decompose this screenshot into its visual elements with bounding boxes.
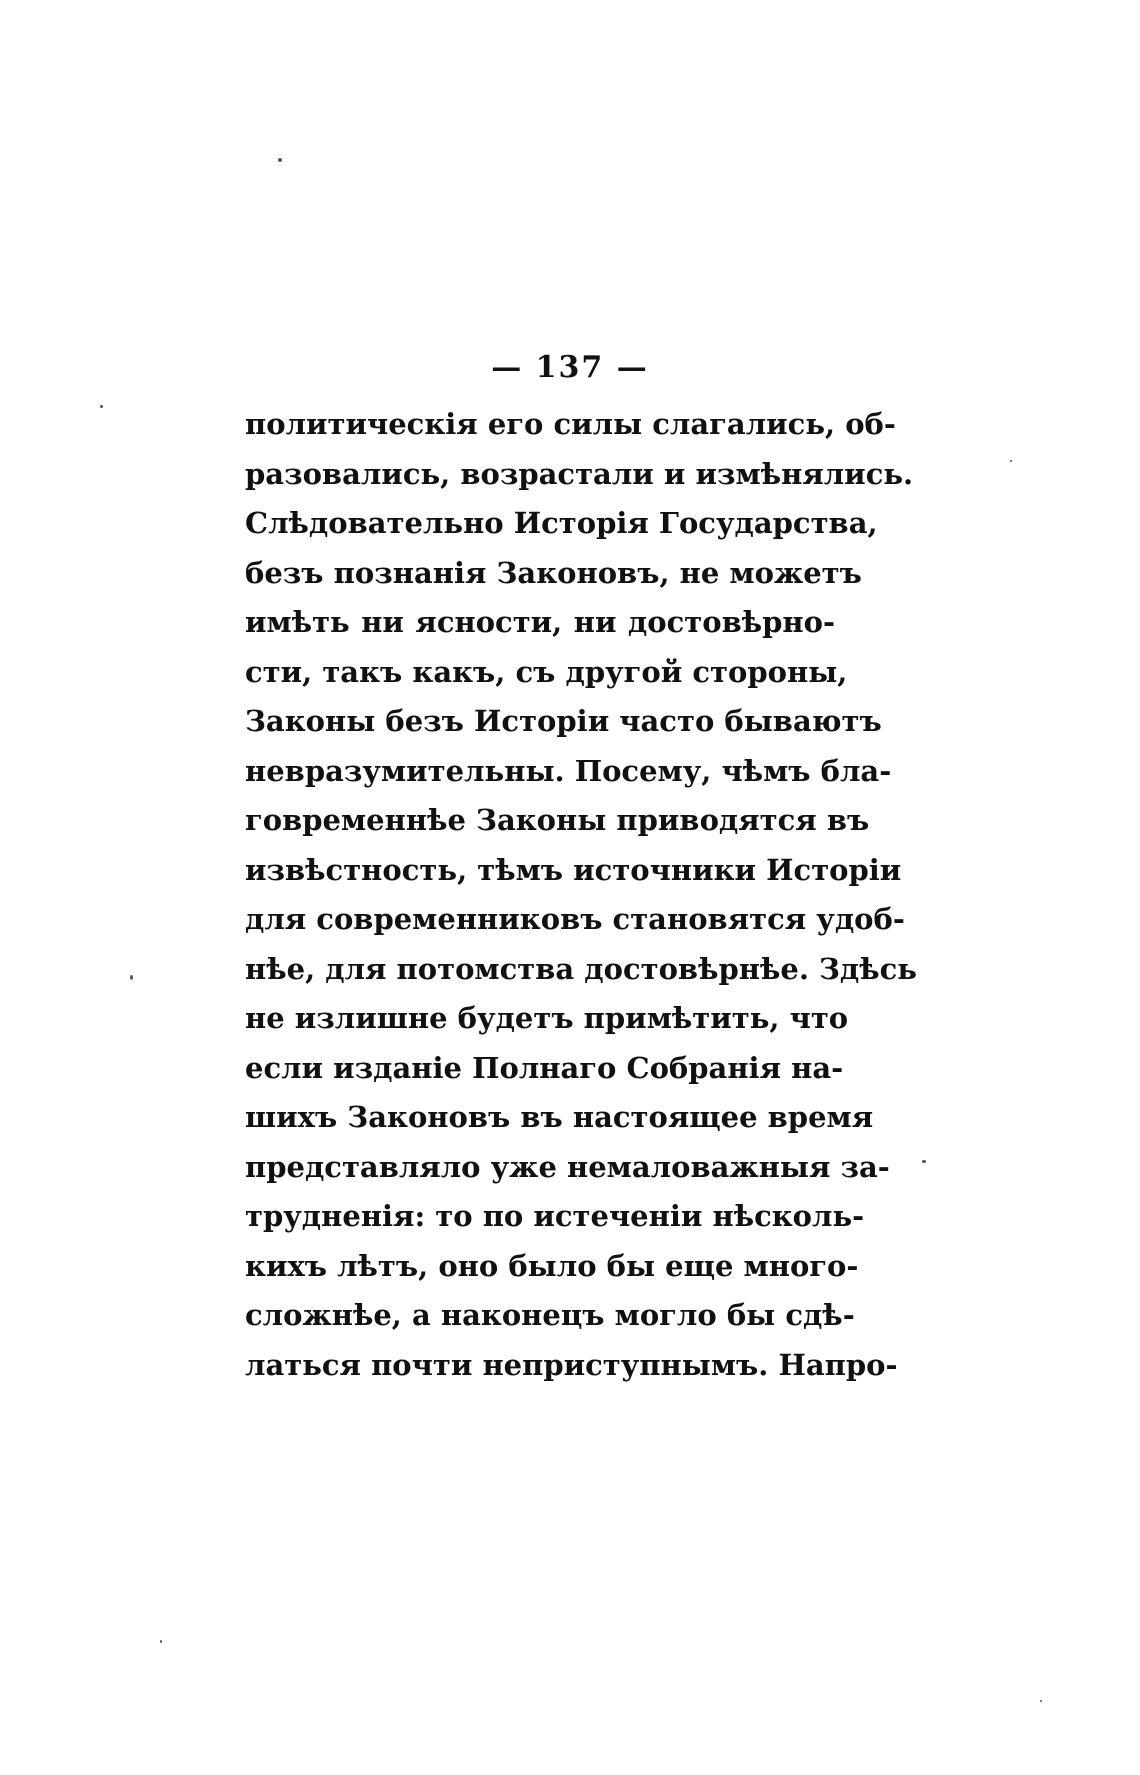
text-line: разовались, возрастали и измѣнялись. bbox=[245, 456, 914, 491]
text-line: представляло уже немаловажныя за- bbox=[245, 1149, 890, 1184]
text-line: Слѣдовательно Исторія Государства, bbox=[245, 506, 878, 540]
scan-speck bbox=[922, 1160, 926, 1163]
text-line: нѣе, для потомства достовѣрнѣе. Здѣсь bbox=[245, 951, 917, 986]
page-number: — 137 — bbox=[491, 350, 649, 385]
text-line: безъ познанія Законовъ, не можетъ bbox=[245, 555, 862, 590]
scan-speck bbox=[160, 1640, 162, 1643]
text-line: извѣстность, тѣмъ источники Исторіи bbox=[245, 852, 902, 887]
text-line: латься почти неприступнымъ. Напро- bbox=[245, 1347, 898, 1382]
text-line: если изданіе Полнаго Собранія на- bbox=[245, 1050, 844, 1085]
text-line: сти, такъ какъ, съ другой стороны, bbox=[245, 654, 848, 689]
text-line: имѣть ни ясности, ни достовѣрно- bbox=[245, 605, 835, 639]
text-line: не излишне будетъ примѣтить, что bbox=[245, 1001, 849, 1035]
scan-speck bbox=[100, 405, 103, 408]
text-line: Законы безъ Исторіи часто бываютъ bbox=[245, 704, 882, 738]
text-line: сложнѣе, а наконецъ могло бы сдѣ- bbox=[245, 1298, 855, 1332]
scan-speck bbox=[130, 975, 133, 980]
text-line: для современниковъ становятся удоб- bbox=[245, 902, 905, 936]
text-line: политическія его силы слагались, об- bbox=[245, 407, 896, 441]
body-text bbox=[245, 400, 917, 1390]
text-line: говременнѣе Законы приводятся въ bbox=[245, 803, 870, 837]
text-line: шихъ Законовъ въ настоящее время bbox=[245, 1100, 874, 1134]
text-line: кихъ лѣтъ, оно было бы еще много- bbox=[245, 1248, 859, 1283]
scan-speck bbox=[278, 158, 282, 162]
text-line: невразумительны. Посему, чѣмъ бла- bbox=[245, 753, 892, 788]
scan-speck bbox=[1040, 1700, 1042, 1702]
scan-speck bbox=[1010, 460, 1012, 462]
text-line: трудненія: то по истеченіи нѣсколь- bbox=[245, 1199, 865, 1233]
